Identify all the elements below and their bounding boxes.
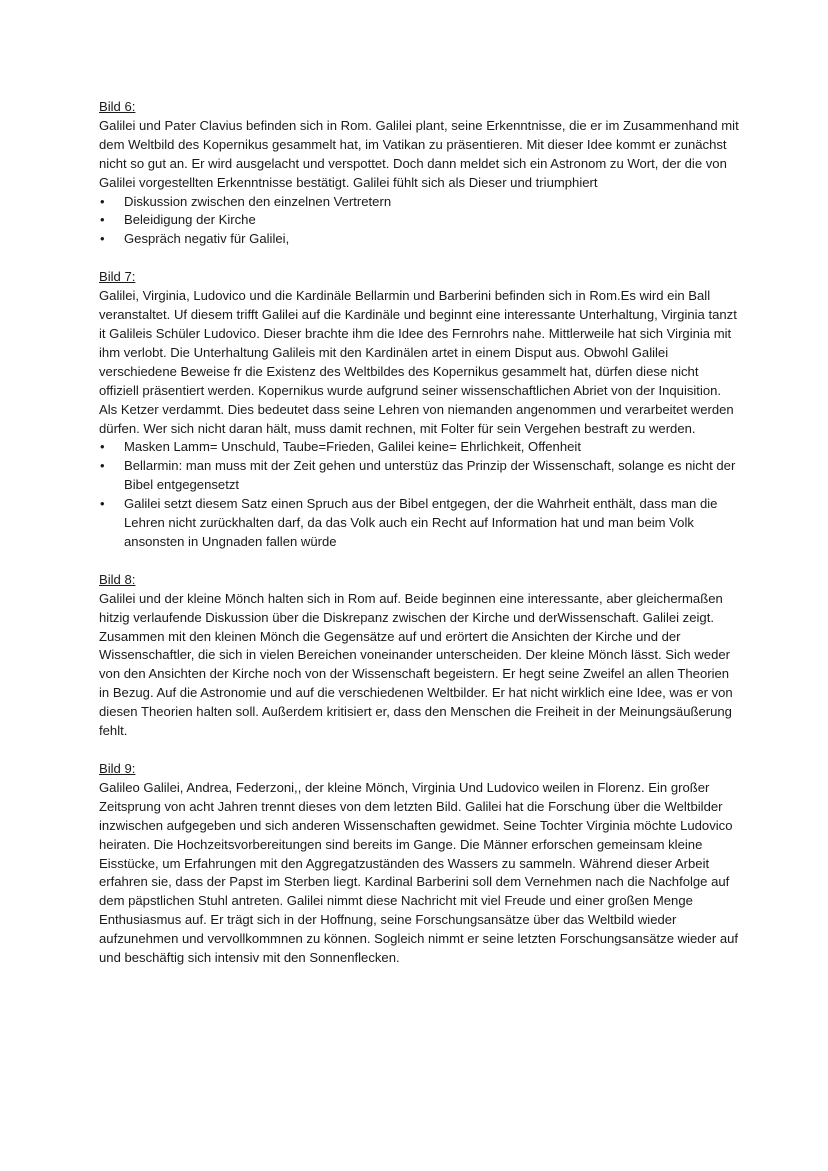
bullet-list xyxy=(99,193,739,250)
section-paragraph: Galilei, Virginia, Ludovico und die Kardinäle Bellarmin und Barberini befinden sich in Rom.Es wird ein Ball veranstaltet. Uf diesem trifft Galilei auf die Kardinäle und beginnt eine interessante Unterhaltung, Virginia tanzt it Galileis Schüler Ludovico. Dieser brachte ihm die Idee des Fernrohrs nahe. Mittlerweile hat sich Virginia mit ihm verlobt. Die Unterhaltung Galileis mit den Kardinälen artet in einem Disput aus. Obwohl Galilei verschiedene Beweise fr die Existenz des Weltbildes des Kopernikus gesammelt hat, dürfen diese nicht offiziell präsentiert werden. Kopernikus wurde aufgrund seiner wissenschaftlichen Abriet von der Inquisition. Als Ketzer verdammt. Dies bedeutet dass seine Lehren von niemanden angenommen und verarbeitet werden dürfen. Wer sich nicht daran hält, muss damit rechnen, mit Folter für sein Vergehen bestraft zu werden. xyxy=(99,288,737,436)
section-heading: Bild 7: xyxy=(99,269,136,285)
bullet-item xyxy=(99,457,739,495)
bullet-item xyxy=(99,230,739,249)
bullet-list xyxy=(99,438,739,551)
bullet-icon: • xyxy=(100,496,105,512)
section-paragraph: Galilei und der kleine Mönch halten sich in Rom auf. Beide beginnen eine interessante, aber gleichermaßen hitzig verlaufende Diskussion über die Diskrepanz zwischen der Kirche und derWissenschaft. Galilei zeigt. Zusammen mit den kleinen Mönch die Gegensätze auf und erörtert die Ansichten der Kirche und der Wissenschaftler, die sich in vielen Bereichen voneinander unterscheiden. Der kleine Mönch lässt. Sich weder von den Ansichten der Kirche noch von der Wissenschaft begeistern. Er hegt seine Zweifel an allen Theorien in Bezug. Auf die Astronomie und auf die verschiedenen Weltbilder. Er hat nicht wirklich eine Idee, was er von diesen Theorien halten soll. Außerdem kritisiert er, dass den Menschen die Freiheit in der Meinungsäußerung fehlt. xyxy=(99,590,733,739)
section-heading: Bild 9: xyxy=(99,761,136,776)
bullet-text: Bellarmin: man muss mit der Zeit gehen und unterstüz das Prinzip der Wissenschaft, solange es nicht der Bibel entgegensetzt xyxy=(124,458,736,493)
bullet-icon: • xyxy=(100,458,105,474)
section-heading: Bild 8: xyxy=(99,571,136,587)
bullet-icon: • xyxy=(100,439,105,455)
document-body xyxy=(99,98,739,987)
section-bild-9 xyxy=(99,760,739,968)
bullet-item xyxy=(99,438,739,457)
section-heading: Bild 6: xyxy=(99,99,136,114)
bullet-icon: • xyxy=(100,212,105,228)
bullet-text: Diskussion zwischen den einzelnen Vertretern xyxy=(124,193,392,209)
bullet-item xyxy=(99,211,739,230)
bullet-icon: • xyxy=(100,193,105,209)
bullet-item xyxy=(99,495,739,552)
bullet-item xyxy=(99,193,739,212)
bullet-text: Galilei setzt diesem Satz einen Spruch aus der Bibel entgegen, der die Wahrheit enthält, dass man die Lehren nicht zurückhalten darf, da das Volk auch ein Recht auf Information hat und man beim Volk ansonsten in Ungnaden fallen würde xyxy=(124,496,718,549)
section-bild-6 xyxy=(99,98,739,249)
bullet-text: Masken Lamm= Unschuld, Taube=Frieden, Galilei keine= Ehrlichkeit, Offenheit xyxy=(124,439,581,455)
section-bild-7 xyxy=(99,268,739,552)
section-paragraph: Galilei und Pater Clavius befinden sich in Rom. Galilei plant, seine Erkenntnisse, die er im Zusammenhand mit dem Weltbild des Kopernikus gesammelt hat, im Vatikan zu präsentieren. Mit dieser Idee kommt er zunächst nicht so gut an. Er wird ausgelacht und verspottet. Doch dann meldet sich ein Astronom zu Wort, der die von Galilei vorgestellten Erkenntnisse bestätigt. Galilei fühlt sich als Dieser und triumphiert xyxy=(99,117,739,190)
bullet-text: Beleidigung der Kirche xyxy=(124,212,256,228)
section-paragraph: Galileo Galilei, Andrea, Federzoni,, der kleine Mönch, Virginia Und Ludovico weilen in Florenz. Ein großer Zeitsprung von acht Jahren trennt dieses von dem letzten Bild. Galilei hat die Forschung über die Weltbilder inzwischen aufgegeben und sich anderen Wissenschaften gewidmet. Seine Tochter Virginia möchte Ludovico heiraten. Die Hochzeitsvorbereitungen sind bereits im Gange. Die Männer erforschen gemeinsam kleine Eisstücke, um Erfahrungen mit den Aggregatzuständen des Wassers zu sammeln. Während dieser Arbeit erfahren sie, dass der Papst im Sterben liegt. Kardinal Barberini soll dem Vernehmen nach die Nachfolge auf dem päpstlichen Stuhl antreten. Galilei nimmt diese Nachricht mit viel Freude und einer großen Menge Enthusiasmus auf. Er trägt sich in der Hoffnung, seine Forschungsansätze über das Weltbild wieder aufzunehmen und vervollkommnen zu können. Sogleich nimmt er seine letzten Forschungsansätze wieder auf und beschäftig sich intensiv mit den Sonnenflecken. xyxy=(99,779,739,966)
bullet-text: Gespräch negativ für Galilei, xyxy=(124,231,290,247)
bullet-icon: • xyxy=(100,231,105,247)
section-bild-8 xyxy=(99,571,739,741)
